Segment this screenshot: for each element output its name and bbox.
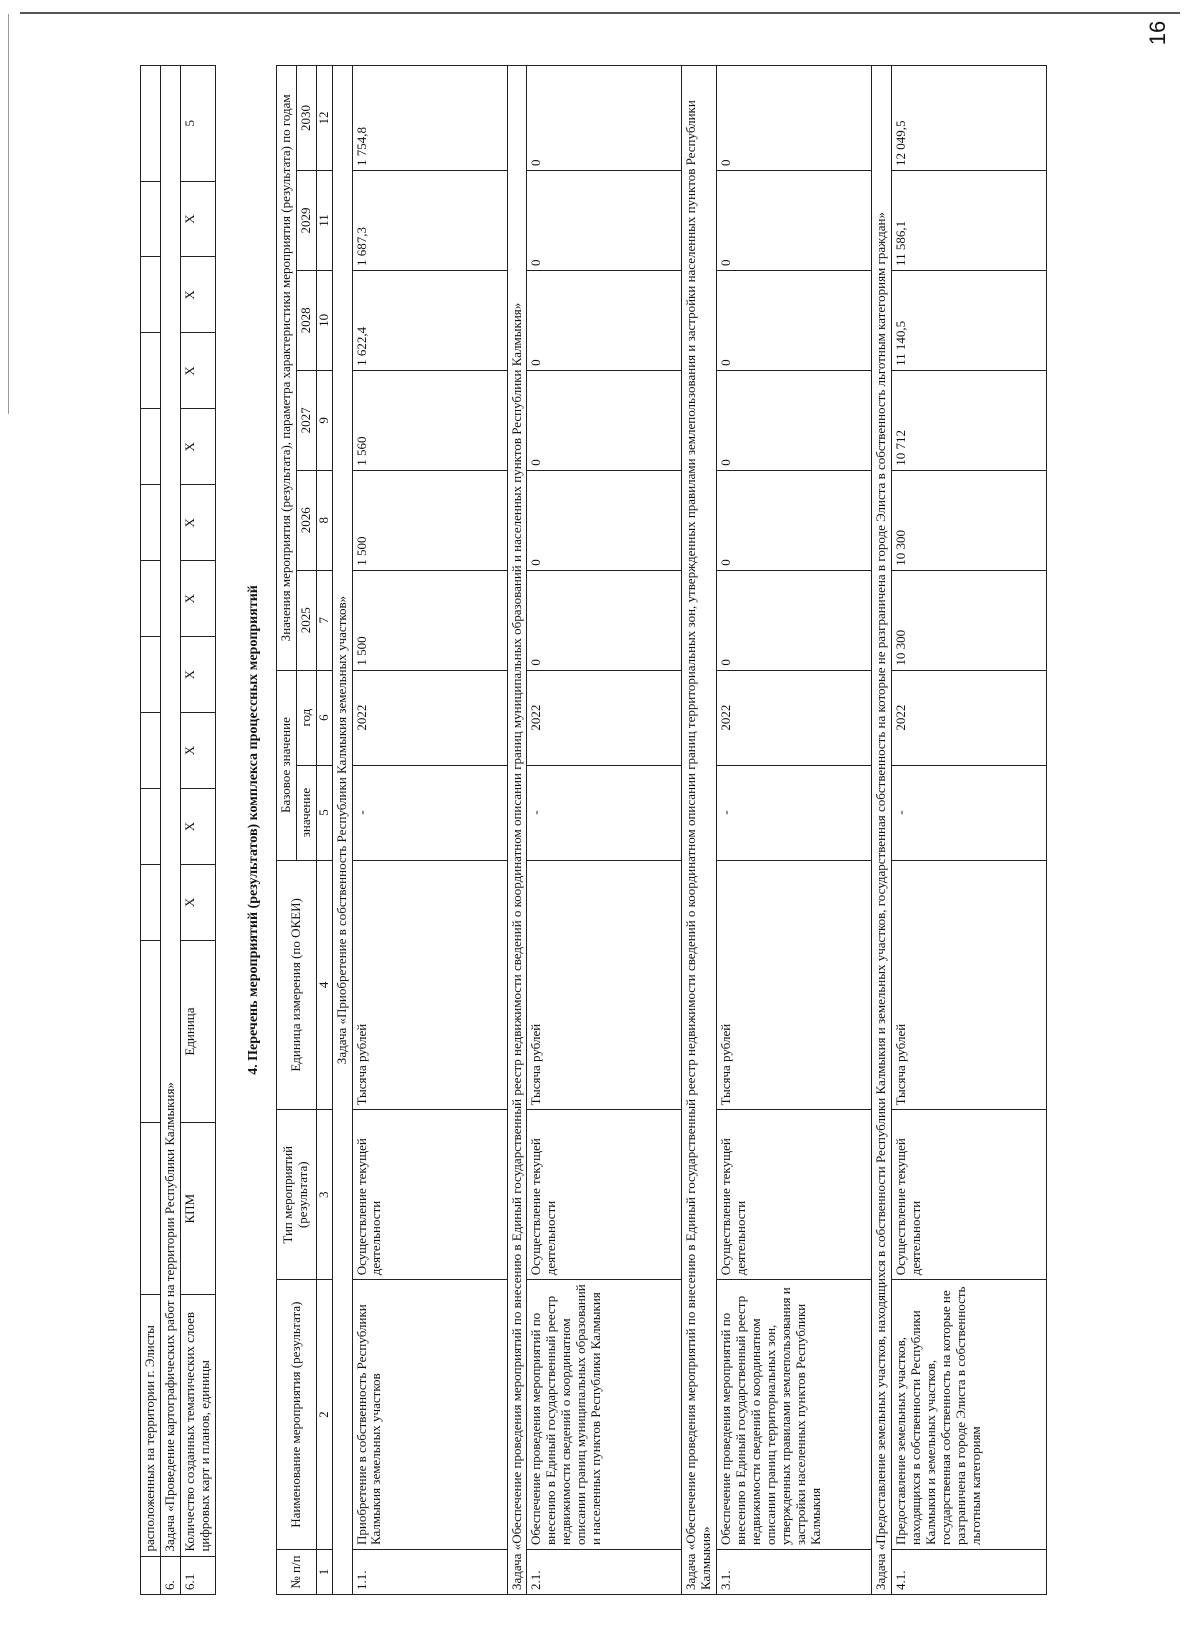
task-row — [160, 66, 180, 1595]
task-row — [507, 66, 527, 1595]
column-number: 8 — [316, 470, 332, 570]
row-unit: Тысяча рублей — [527, 860, 682, 1110]
row-name: расположенных на территории г. Элисты — [141, 1295, 161, 1556]
header-base: Базовое значение — [276, 670, 296, 860]
column-number: 9 — [316, 370, 332, 470]
header-unit: Единица измерения (по ОКЕИ) — [276, 860, 316, 1110]
value-cell: X — [180, 409, 215, 485]
table-row — [141, 66, 161, 1595]
indicators-table-continued — [140, 65, 216, 1595]
table-row — [892, 66, 1047, 1595]
value-cell: 0 — [527, 470, 682, 570]
column-number: 10 — [316, 270, 332, 370]
base-year: 2022 — [352, 670, 507, 765]
value-cell: X — [180, 181, 215, 257]
rotated-page-content — [140, 65, 1070, 1595]
row-type: КПМ — [180, 1123, 215, 1295]
measures-body — [332, 66, 1047, 1595]
header-base-year: год — [296, 670, 316, 765]
row-name: Обеспечение проведения мероприятий по внесению в Единый государственный реестр недвижимости сведений о координатном описании границ территориальных зон, утвержденных правилами землепользования и застройки населенных пунктов Республики Калмыкия — [717, 1280, 872, 1550]
value-cell: 1 622,4 — [352, 270, 507, 370]
header-name: Наименование мероприятия (результата) — [276, 1280, 316, 1550]
base-value: - — [352, 765, 507, 860]
value-cell: 0 — [527, 270, 682, 370]
value-cell: X — [180, 257, 215, 333]
task-number: 6. — [160, 1556, 180, 1594]
value-cell: X — [180, 485, 215, 561]
value-cell: 0 — [527, 171, 682, 271]
header-values: Значения мероприятия (результата), параметра характеристики мероприятия (результата) по годам — [276, 66, 296, 671]
value-cell: X — [180, 333, 215, 409]
section-title: 4. Перечень мероприятий (результатов) комплекса процессных мероприятий — [245, 585, 261, 1075]
table-row — [352, 66, 507, 1595]
value-cell: 0 — [527, 570, 682, 670]
task-row — [872, 66, 892, 1595]
column-number: 6 — [316, 670, 332, 765]
column-number-row — [316, 66, 332, 1595]
table-header-row — [276, 66, 296, 1595]
scan-border-top — [20, 12, 1180, 14]
value-cell: 12 049,5 — [892, 66, 1047, 171]
value-cell: 1 687,3 — [352, 171, 507, 271]
base-value: - — [717, 765, 872, 860]
row-name: Приобретение в собственность Республики Калмыкия земельных участков — [352, 1280, 507, 1550]
row-number: 1.1. — [352, 1550, 507, 1595]
value-cell: 0 — [717, 171, 872, 271]
column-number: 2 — [316, 1280, 332, 1550]
value-cell: 0 — [527, 370, 682, 470]
header-type: Тип мероприятий (результата) — [276, 1110, 316, 1280]
value-cell: X — [180, 713, 215, 789]
header-base-value: значение — [296, 765, 316, 860]
value-cell: 0 — [527, 66, 682, 171]
base-year: 2022 — [527, 670, 682, 765]
measures-table — [276, 65, 1048, 1595]
table-row — [717, 66, 872, 1595]
column-number: 1 — [316, 1550, 332, 1595]
task-text: Задача «Обеспечение проведения мероприятий по внесению в Единый государственный реестр недвижимости сведений о координатном описании границ территориальных зон, утвержденных правилами землепользования и застройки населенных пунктов Республики Калмыкия» — [682, 66, 717, 1595]
header-year: 2028 — [296, 270, 316, 370]
base-value: - — [892, 765, 1047, 860]
value-cell: X — [180, 561, 215, 637]
row-number: 6.1 — [180, 1556, 215, 1594]
header-year: 2025 — [296, 570, 316, 670]
row-number: 4.1. — [892, 1550, 1047, 1595]
value-cell: 5 — [180, 66, 215, 182]
scan-border-left — [8, 14, 9, 414]
header-num: № п/п — [276, 1550, 316, 1595]
value-cell: 10 300 — [892, 570, 1047, 670]
table-row — [180, 66, 215, 1595]
task-text: Задача «Предоставление земельных участков, находящихся в собственности Республики Калмыкия и земельных участков, государственная собственность на которые не разграничена в городе Элиста в собственность льготным категориям граждан» — [872, 66, 892, 1595]
header-year: 2027 — [296, 370, 316, 470]
value-cell: 1 500 — [352, 570, 507, 670]
base-year: 2022 — [717, 670, 872, 765]
value-cell: 1 560 — [352, 370, 507, 470]
column-number: 5 — [316, 765, 332, 860]
base-year: 2022 — [892, 670, 1047, 765]
task-row — [332, 66, 352, 1595]
header-year: 2029 — [296, 171, 316, 271]
row-type: Осуществление текущей деятельности — [527, 1110, 682, 1280]
value-cell: 0 — [717, 570, 872, 670]
header-year: 2030 — [296, 66, 316, 171]
page-number: 16 — [1144, 20, 1170, 46]
row-name: Предоставление земельных участков, находящихся в собственности Республики Калмыкия и земельных участков, государственная собственность на которые не разграничена в городе Элиста в собственность льготным категориям — [892, 1280, 1047, 1550]
row-unit: Единица — [180, 940, 215, 1122]
value-cell: 0 — [717, 270, 872, 370]
row-unit: Тысяча рублей — [717, 860, 872, 1110]
column-number: 12 — [316, 66, 332, 171]
value-cell: 0 — [717, 470, 872, 570]
value-cell: X — [180, 864, 215, 940]
row-type: Осуществление текущей деятельности — [717, 1110, 872, 1280]
value-cell: 0 — [717, 370, 872, 470]
value-cell: 11 586,1 — [892, 171, 1047, 271]
row-name: Количество созданных тематических слоев цифровых карт и планов, единицы — [180, 1295, 215, 1556]
value-cell: 11 140,5 — [892, 270, 1047, 370]
task-text: Задача «Проведение картографических работ на территории Республики Калмыкия» — [160, 66, 180, 1557]
row-number: 2.1. — [527, 1550, 682, 1595]
table-row — [527, 66, 682, 1595]
value-cell: X — [180, 789, 215, 865]
value-cell: 1 754,8 — [352, 66, 507, 171]
row-type: Осуществление текущей деятельности — [352, 1110, 507, 1280]
column-number: 4 — [316, 860, 332, 1110]
row-name: Обеспечение проведения мероприятий по внесению в Единый государственный реестр недвижимости сведений о координатном описании границ муниципальных образований и населенных пунктов Республики Калмыкия — [527, 1280, 682, 1550]
value-cell: 0 — [717, 66, 872, 171]
value-cell: 10 300 — [892, 470, 1047, 570]
value-cell: 1 500 — [352, 470, 507, 570]
row-unit: Тысяча рублей — [892, 860, 1047, 1110]
task-text: Задача «Обеспечение проведения мероприятий по внесению в Единый государственный реестр недвижимости сведений о координатном описании границ муниципальных образований и населенных пунктов Республики Калмыкия» — [507, 66, 527, 1595]
task-text: Задача «Приобретение в собственность Республики Калмыкия земельных участков» — [332, 66, 352, 1595]
value-cell: X — [180, 637, 215, 713]
base-value: - — [527, 765, 682, 860]
row-type: Осуществление текущей деятельности — [892, 1110, 1047, 1280]
task-row — [682, 66, 717, 1595]
column-number: 11 — [316, 171, 332, 271]
row-number: 3.1. — [717, 1550, 872, 1595]
column-number: 7 — [316, 570, 332, 670]
column-number: 3 — [316, 1110, 332, 1280]
header-year: 2026 — [296, 470, 316, 570]
row-unit: Тысяча рублей — [352, 860, 507, 1110]
value-cell: 10 712 — [892, 370, 1047, 470]
